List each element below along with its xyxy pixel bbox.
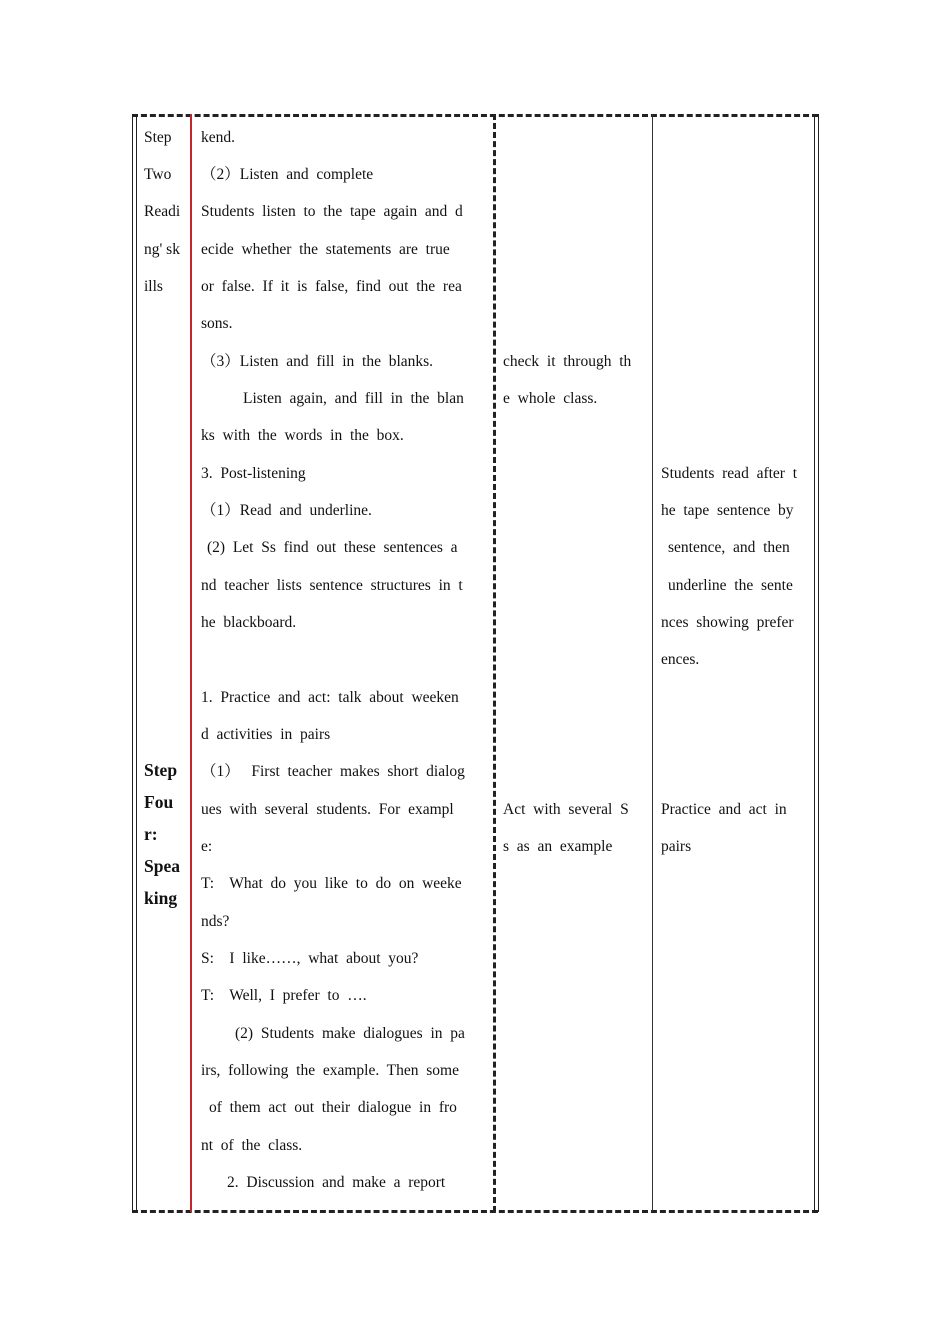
step-two-line: ng' sk [144, 241, 180, 258]
table-right-border [818, 114, 819, 1212]
step-four-line: r: [144, 824, 158, 844]
activity-line: ecide whether the statements are true [201, 241, 450, 258]
activity-line: Students listen to the tape again and d [201, 203, 463, 220]
table-left-border-inner [136, 114, 137, 1212]
step-two-line: Two [144, 166, 172, 183]
activity-line: （3）Listen and fill in the blanks. [201, 353, 434, 370]
activity-line: Listen again, and fill in the blan [243, 390, 464, 407]
activity-line: (2) Students make dialogues in pa [235, 1025, 465, 1042]
step-four-line: Spea [144, 856, 180, 876]
students-line: underline the sente [668, 577, 793, 594]
table-top-border [132, 114, 818, 117]
step-four-line: Step [144, 760, 178, 780]
teacher-line: check it through th [503, 353, 632, 370]
activity-line: of them act out their dialogue in fro [209, 1099, 457, 1116]
activity-line: nd teacher lists sentence structures in t [201, 577, 463, 594]
step-two-line: Step [144, 129, 172, 146]
step-four-line: Fou [144, 792, 174, 812]
students-line: Practice and act in [661, 801, 787, 818]
teacher-line: s as an example [503, 838, 613, 855]
step-column-divider [190, 114, 192, 1212]
activity-line: 2. Discussion and make a report [227, 1174, 446, 1191]
step-two-line: Readi [144, 203, 181, 220]
teacher-line: e whole class. [503, 390, 598, 407]
students-line: he tape sentence by [661, 502, 794, 519]
activity-line: or false. If it is false, find out the rea [201, 278, 462, 295]
activity-line: (2) Let Ss find out these sentences a [207, 539, 458, 556]
activity-line: （1） First teacher makes short dialog [201, 763, 465, 780]
activity-line: T: Well, I prefer to …. [201, 987, 367, 1004]
teacher-line: Act with several S [503, 801, 629, 818]
step-four-line: king [144, 888, 178, 908]
activity-line: ues with several students. For exampl [201, 801, 454, 818]
activity-line: T: What do you like to do on weeke [201, 875, 462, 892]
students-line: sentence, and then [668, 539, 790, 556]
students-line: pairs [661, 838, 692, 855]
activity-column-divider [493, 114, 496, 1212]
students-line: Students read after t [661, 465, 798, 482]
activity-line: sons. [201, 315, 233, 332]
activity-line: 1. Practice and act: talk about weeken [201, 689, 459, 706]
activity-line: （2）Listen and complete [201, 166, 374, 183]
teacher-column-divider [652, 114, 653, 1212]
activity-line: （1）Read and underline. [201, 502, 372, 519]
activity-line: irs, following the example. Then some [201, 1062, 459, 1079]
activity-line: ks with the words in the box. [201, 427, 404, 444]
students-line: ences. [661, 651, 700, 668]
activity-line: nt of the class. [201, 1137, 303, 1154]
activity-line: d activities in pairs [201, 726, 331, 743]
activity-line: kend. [201, 129, 236, 146]
step-two-line: ills [144, 278, 163, 295]
table-right-border-inner [814, 114, 815, 1212]
table-left-border [132, 114, 133, 1212]
table-bottom-border [132, 1210, 818, 1213]
activity-line: nds? [201, 913, 230, 930]
activity-line: e: [201, 838, 213, 855]
activity-line: he blackboard. [201, 614, 297, 631]
activity-line: S: I like……, what about you? [201, 950, 419, 967]
students-line: nces showing prefer [661, 614, 794, 631]
activity-line: 3. Post-listening [201, 465, 306, 482]
